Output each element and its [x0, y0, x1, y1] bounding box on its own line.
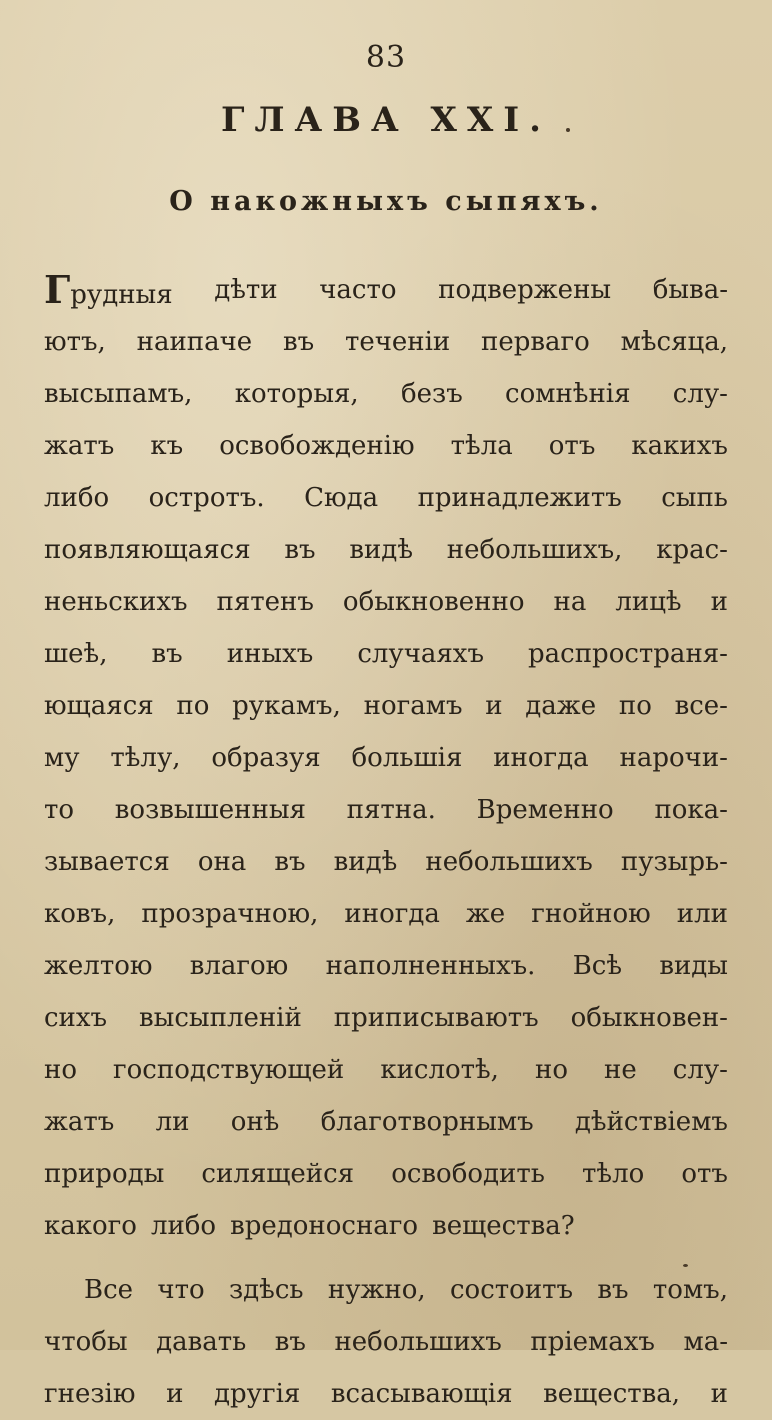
word: зывается: [44, 847, 170, 877]
word: тѣла: [450, 431, 513, 461]
word: отъ: [548, 431, 596, 461]
word: видѣ: [349, 535, 413, 565]
text-line: [44, 1096, 728, 1148]
word: ногамъ: [363, 691, 463, 721]
word: прозрачною,: [141, 899, 319, 929]
word: пузырь-: [620, 847, 728, 877]
word: небольшихъ: [334, 1327, 502, 1357]
word: сомнѣнія: [505, 379, 631, 409]
word: ющаяся: [44, 691, 154, 721]
word: высыпленій: [139, 1003, 302, 1033]
word: или: [676, 899, 728, 929]
word: томъ,: [652, 1275, 728, 1305]
word: которыя,: [234, 379, 359, 409]
word: гнезію: [44, 1379, 136, 1409]
word: состоитъ: [450, 1275, 574, 1305]
word: приписываютъ: [333, 1003, 539, 1033]
text-line: [44, 576, 728, 628]
text-line: [44, 1264, 728, 1316]
word: ковъ,: [44, 899, 116, 929]
word: шеѣ,: [44, 639, 108, 669]
word: онѣ: [230, 1107, 280, 1137]
word: безъ: [400, 379, 463, 409]
word: иногда: [493, 743, 589, 773]
word: въ: [274, 847, 306, 877]
word: нарочи-: [619, 743, 728, 773]
text-line: [44, 1368, 728, 1420]
word: давать: [156, 1327, 247, 1357]
word: благотворнымъ: [320, 1107, 534, 1137]
word: все-: [674, 691, 728, 721]
word: теченіи: [344, 327, 451, 357]
word: жатъ: [44, 1107, 115, 1137]
word: случаяхъ: [357, 639, 484, 669]
text-line: [44, 472, 728, 524]
text-line: [44, 992, 728, 1044]
text-line: [44, 420, 728, 472]
word: быва-: [652, 275, 728, 305]
word: появляющаяся: [44, 535, 251, 565]
word: пріемахъ: [530, 1327, 655, 1357]
word: обыкновенно: [342, 587, 525, 617]
word: наполненныхъ.: [325, 951, 536, 981]
word: иногда: [344, 899, 440, 929]
word: пока-: [654, 795, 728, 825]
word: вредоноснаго: [230, 1211, 419, 1241]
word: Грудныя: [44, 267, 173, 312]
word: природы: [44, 1159, 165, 1189]
word: возвышенныя: [114, 795, 306, 825]
word: жатъ: [44, 431, 115, 461]
word: видѣ: [333, 847, 398, 877]
word: въ: [282, 327, 315, 357]
word: не: [604, 1055, 637, 1085]
text-line: [44, 1044, 728, 1096]
word: Всѣ: [572, 951, 623, 981]
text-line: [44, 940, 728, 992]
word: ли: [155, 1107, 190, 1137]
word: тѣло: [582, 1159, 645, 1189]
word: лицѣ: [615, 587, 682, 617]
word: чтобы: [44, 1327, 128, 1357]
paragraph-1: [44, 264, 728, 1252]
word: и: [166, 1379, 184, 1409]
word: дѣти: [214, 275, 278, 305]
word: пятенъ: [216, 587, 314, 617]
word: въ: [151, 639, 183, 669]
word: вещества?: [432, 1211, 575, 1241]
word: перваго: [481, 327, 590, 357]
word: большія: [351, 743, 463, 773]
word: въ: [597, 1275, 629, 1305]
word: наипаче: [136, 327, 253, 357]
word: даже: [525, 691, 597, 721]
initial-letter: Г: [44, 267, 71, 312]
text-line: [44, 888, 728, 940]
word: тѣлу,: [110, 743, 181, 773]
text-line: [44, 1200, 728, 1252]
word: высыпамъ,: [44, 379, 193, 409]
text-line: [44, 732, 728, 784]
word: слу-: [672, 1055, 728, 1085]
word: влагою: [189, 951, 289, 981]
text-line: [44, 836, 728, 888]
text-line: [44, 264, 728, 316]
word: слу-: [672, 379, 728, 409]
text-line: [44, 628, 728, 680]
text-line: [44, 784, 728, 836]
word: Временно: [476, 795, 614, 825]
word: въ: [274, 1327, 306, 1357]
chapter-heading: ГЛАВА XXI.: [221, 100, 551, 140]
text-line: [44, 316, 728, 368]
word: принадлежитъ: [417, 483, 622, 513]
word: ма-: [683, 1327, 728, 1357]
word: мѣсяца,: [620, 327, 728, 357]
word: иныхъ: [226, 639, 314, 669]
word: желтою: [44, 951, 153, 981]
word: сихъ: [44, 1003, 108, 1033]
word: освободить: [391, 1159, 545, 1189]
word: но: [535, 1055, 568, 1085]
word: часто: [319, 275, 397, 305]
paper-speck: [566, 128, 570, 132]
word: пятна.: [346, 795, 436, 825]
word: образуя: [211, 743, 321, 773]
word: обыкновен-: [570, 1003, 728, 1033]
word: къ: [150, 431, 184, 461]
word: дѣйствіемъ: [574, 1107, 728, 1137]
word: и: [710, 587, 728, 617]
word: кислотѣ,: [380, 1055, 499, 1085]
word: му: [44, 743, 80, 773]
word: рукамъ,: [232, 691, 341, 721]
word: нужно,: [327, 1275, 426, 1305]
word: силящейся: [201, 1159, 355, 1189]
word: небольшихъ,: [446, 535, 623, 565]
word: небольшихъ: [425, 847, 593, 877]
text-line: [44, 680, 728, 732]
word: но: [44, 1055, 77, 1085]
page-number: 83: [365, 40, 407, 75]
paragraph-2: [44, 1264, 728, 1420]
word: вещества,: [543, 1379, 681, 1409]
word: Сюда: [304, 483, 379, 513]
word: на: [553, 587, 587, 617]
word: здѣсь: [228, 1275, 304, 1305]
word: по: [618, 691, 652, 721]
word: и: [485, 691, 503, 721]
word: подвержены: [438, 275, 612, 305]
word: ютъ,: [44, 327, 106, 357]
word: сыпь: [661, 483, 728, 513]
text-line: [44, 1316, 728, 1368]
word: по: [176, 691, 210, 721]
paper-speck: [683, 1264, 688, 1267]
text-line: [44, 368, 728, 420]
word: и: [710, 1379, 728, 1409]
word: другія: [214, 1379, 301, 1409]
word: либо: [44, 483, 110, 513]
word: освобожденію: [219, 431, 415, 461]
word: то: [44, 795, 75, 825]
word: какихъ: [631, 431, 728, 461]
word: она: [197, 847, 247, 877]
word: въ: [284, 535, 316, 565]
word: всасывающія: [330, 1379, 513, 1409]
body-text: [44, 264, 728, 1420]
text-line: [44, 524, 728, 576]
section-title: О накожныхъ сыпяхъ.: [169, 186, 603, 217]
word: же: [465, 899, 506, 929]
word: остротъ.: [148, 483, 265, 513]
word: отъ: [681, 1159, 728, 1189]
word: крас-: [656, 535, 728, 565]
word: распространя-: [528, 639, 728, 669]
word: господствующей: [113, 1055, 345, 1085]
word: Все: [84, 1275, 134, 1305]
word: либо: [150, 1211, 217, 1241]
word: какого: [44, 1211, 137, 1241]
text-line: [44, 1148, 728, 1200]
word: виды: [659, 951, 728, 981]
word: гнойною: [531, 899, 651, 929]
word: что: [157, 1275, 205, 1305]
word: неньскихъ: [44, 587, 188, 617]
